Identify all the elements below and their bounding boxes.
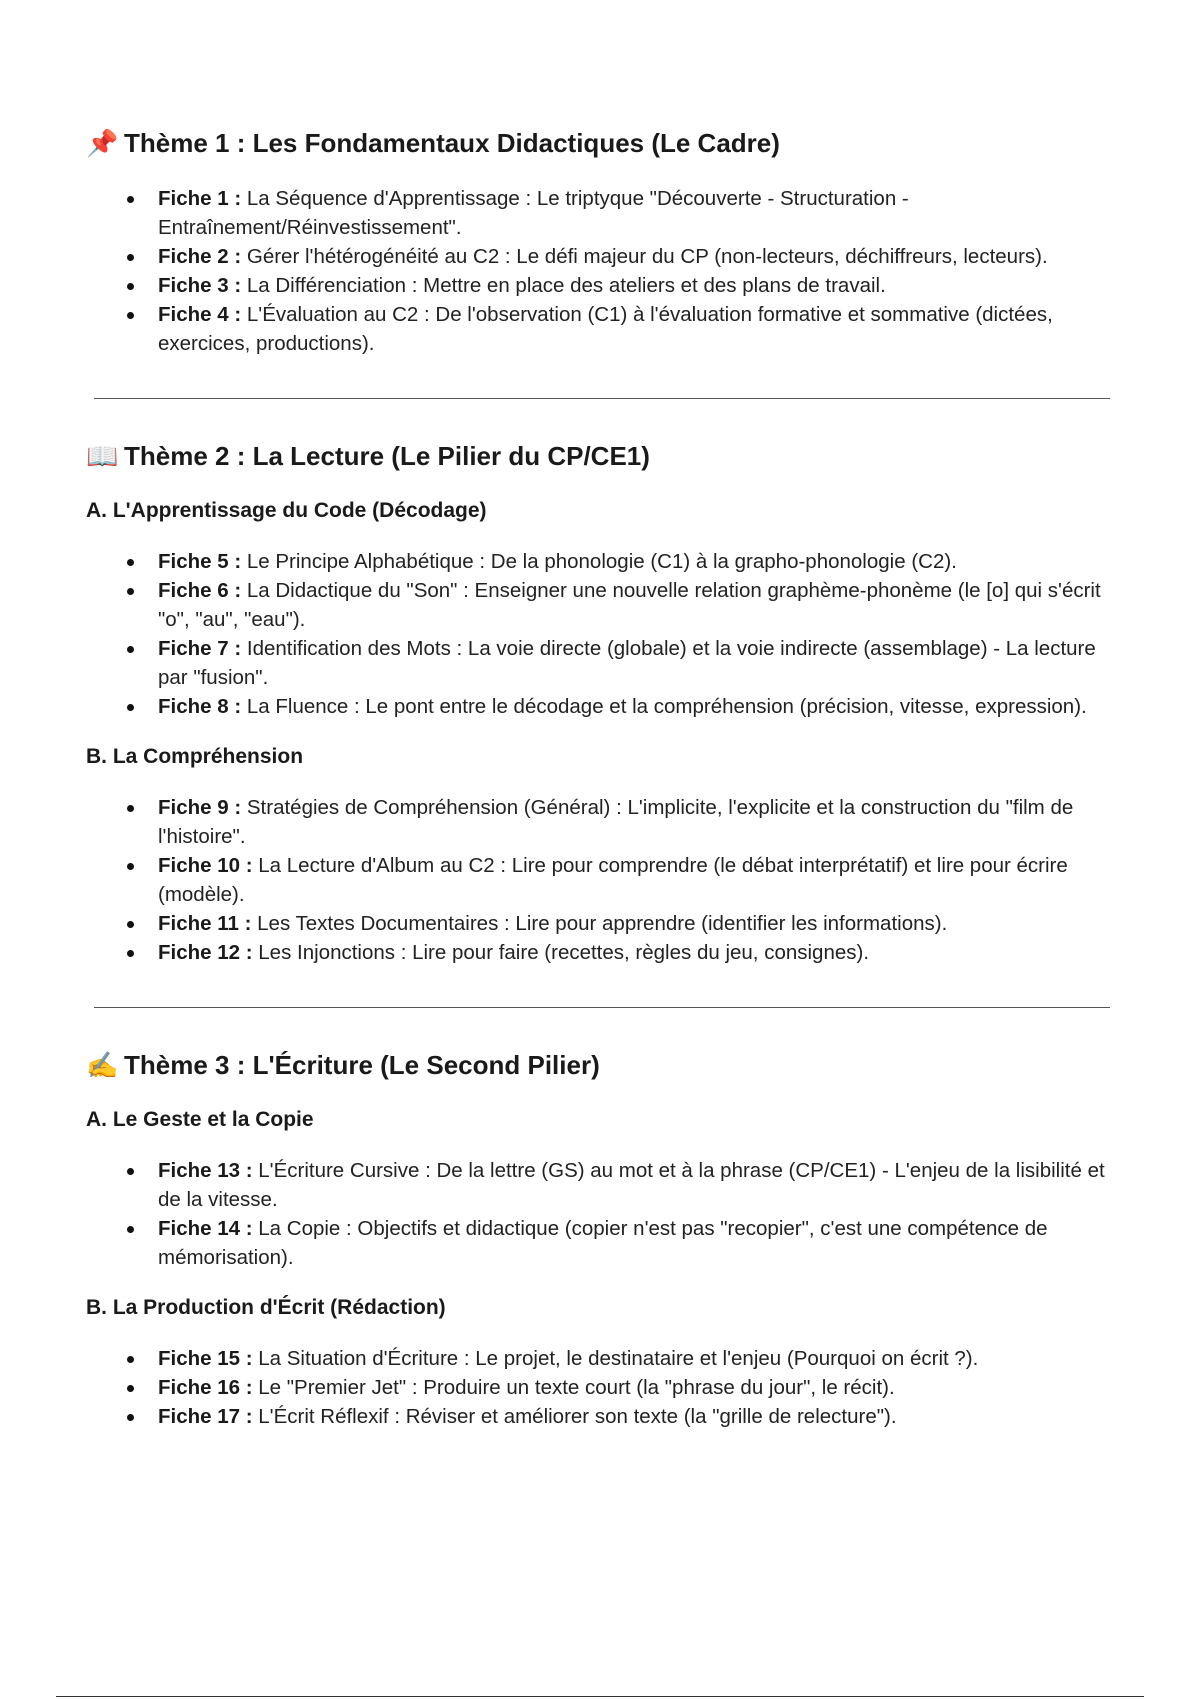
theme-title-text: Thème 2 : La Lecture (Le Pilier du CP/CE1)	[124, 441, 650, 471]
list-item	[158, 576, 1116, 634]
writing-hand-icon: ✍️	[86, 1050, 119, 1080]
fiche-label: Fiche 14 :	[158, 1217, 253, 1240]
section-heading: B. La Production d'Écrit (Rédaction)	[86, 1296, 446, 1319]
fiche-label: Fiche 8 :	[158, 695, 242, 718]
list-item	[158, 271, 1116, 300]
fiche-label: Fiche 16 :	[158, 1376, 253, 1399]
fiche-label: Fiche 15 :	[158, 1347, 253, 1370]
fiche-label: Fiche 13 :	[158, 1159, 253, 1182]
theme-title-3	[86, 1046, 1116, 1084]
fiche-text: Gérer l'hétérogénéité au C2 : Le défi majeur du CP (non-lecteurs, déchiffreurs, lecteurs).	[246, 245, 1048, 268]
list-item	[158, 938, 1116, 967]
spacer	[86, 721, 1116, 743]
list-item	[158, 242, 1116, 271]
theme-title-text: Thème 1 : Les Fondamentaux Didactiques (Le Cadre)	[124, 128, 780, 158]
section-heading: A. L'Apprentissage du Code (Décodage)	[86, 499, 487, 522]
fiche-text: La Fluence : Le pont entre le décodage et la compréhension (précision, vitesse, expression).	[246, 695, 1087, 718]
fiche-text: L'Écriture Cursive : De la lettre (GS) au mot et à la phrase (CP/CE1) - L'enjeu de la lisibilité et de la vitesse.	[158, 1159, 1105, 1211]
fiche-text: L'Évaluation au C2 : De l'observation (C1) à l'évaluation formative et sommative (dictées, exercices, productions).	[158, 303, 1053, 355]
list-item	[158, 1402, 1116, 1431]
list-item	[158, 1214, 1116, 1272]
list-item	[158, 547, 1116, 576]
fiche-label: Fiche 3 :	[158, 274, 242, 297]
fiche-list	[86, 1156, 1116, 1272]
fiche-list	[86, 184, 1116, 358]
list-item	[158, 1344, 1116, 1373]
fiche-label: Fiche 2 :	[158, 245, 242, 268]
list-item	[158, 692, 1116, 721]
fiche-label: Fiche 10 :	[158, 854, 253, 877]
fiche-label: Fiche 12 :	[158, 941, 253, 964]
fiche-text: Identification des Mots : La voie directe (globale) et la voie indirecte (assemblage) - La lecture par "fusion".	[158, 637, 1096, 689]
list-item	[158, 634, 1116, 692]
fiche-text: La Séquence d'Apprentissage : Le triptyque "Découverte - Structuration - Entraînement/Réinvestissement".	[158, 187, 909, 239]
list-item	[158, 909, 1116, 938]
fiche-list	[86, 547, 1116, 721]
fiche-label: Fiche 7 :	[158, 637, 242, 660]
fiche-list	[86, 793, 1116, 967]
fiche-text: Les Injonctions : Lire pour faire (recettes, règles du jeu, consignes).	[258, 941, 870, 964]
section-heading: B. La Compréhension	[86, 745, 304, 768]
theme-title-2	[86, 437, 1116, 475]
fiche-label: Fiche 9 :	[158, 796, 242, 819]
page-bottom-rule	[56, 1696, 1144, 1697]
fiche-text: La Différenciation : Mettre en place des ateliers et des plans de travail.	[246, 274, 886, 297]
fiche-text: Le Principe Alphabétique : De la phonologie (C1) à la grapho-phonologie (C2).	[246, 550, 957, 573]
list-item	[158, 300, 1116, 358]
fiche-label: Fiche 5 :	[158, 550, 242, 573]
fiche-text: Les Textes Documentaires : Lire pour apprendre (identifier les informations).	[257, 912, 948, 935]
list-item	[158, 851, 1116, 909]
theme-title-1	[86, 124, 1116, 162]
fiche-label: Fiche 6 :	[158, 579, 242, 602]
theme-title-text: Thème 3 : L'Écriture (Le Second Pilier)	[124, 1050, 600, 1080]
fiche-label: Fiche 17 :	[158, 1405, 253, 1428]
fiche-text: Stratégies de Compréhension (Général) : L'implicite, l'explicite et la construction du "film de l'histoire".	[158, 796, 1074, 848]
fiche-label: Fiche 1 :	[158, 187, 242, 210]
spacer	[86, 1272, 1116, 1294]
fiche-text: Le "Premier Jet" : Produire un texte court (la "phrase du jour", le récit).	[258, 1376, 895, 1399]
list-item	[158, 793, 1116, 851]
open-book-icon: 📖	[86, 441, 119, 471]
fiche-text: La Situation d'Écriture : Le projet, le destinataire et l'enjeu (Pourquoi on écrit ?).	[258, 1347, 979, 1370]
fiche-label: Fiche 11 :	[158, 912, 252, 935]
fiche-text: L'Écrit Réflexif : Réviser et améliorer son texte (la "grille de relecture").	[258, 1405, 897, 1428]
pushpin-icon: 📌	[86, 128, 119, 158]
section-divider	[94, 398, 1110, 399]
section-divider	[94, 1007, 1110, 1008]
fiche-text: La Copie : Objectifs et didactique (copier n'est pas "recopier", c'est une compétence de mémorisation).	[158, 1217, 1048, 1269]
spacer	[86, 1431, 1116, 1453]
list-item	[158, 1373, 1116, 1402]
fiche-label: Fiche 4 :	[158, 303, 242, 326]
fiche-text: La Lecture d'Album au C2 : Lire pour comprendre (le débat interprétatif) et lire pour écrire (modèle).	[158, 854, 1068, 906]
section-heading: A. Le Geste et la Copie	[86, 1108, 314, 1131]
fiche-text: La Didactique du "Son" : Enseigner une nouvelle relation graphème-phonème (le [o] qui s'écrit "o", "au", "eau").	[158, 579, 1101, 631]
list-item	[158, 1156, 1116, 1214]
document-page	[86, 124, 1116, 1453]
fiche-list	[86, 1344, 1116, 1431]
list-item	[158, 184, 1116, 242]
